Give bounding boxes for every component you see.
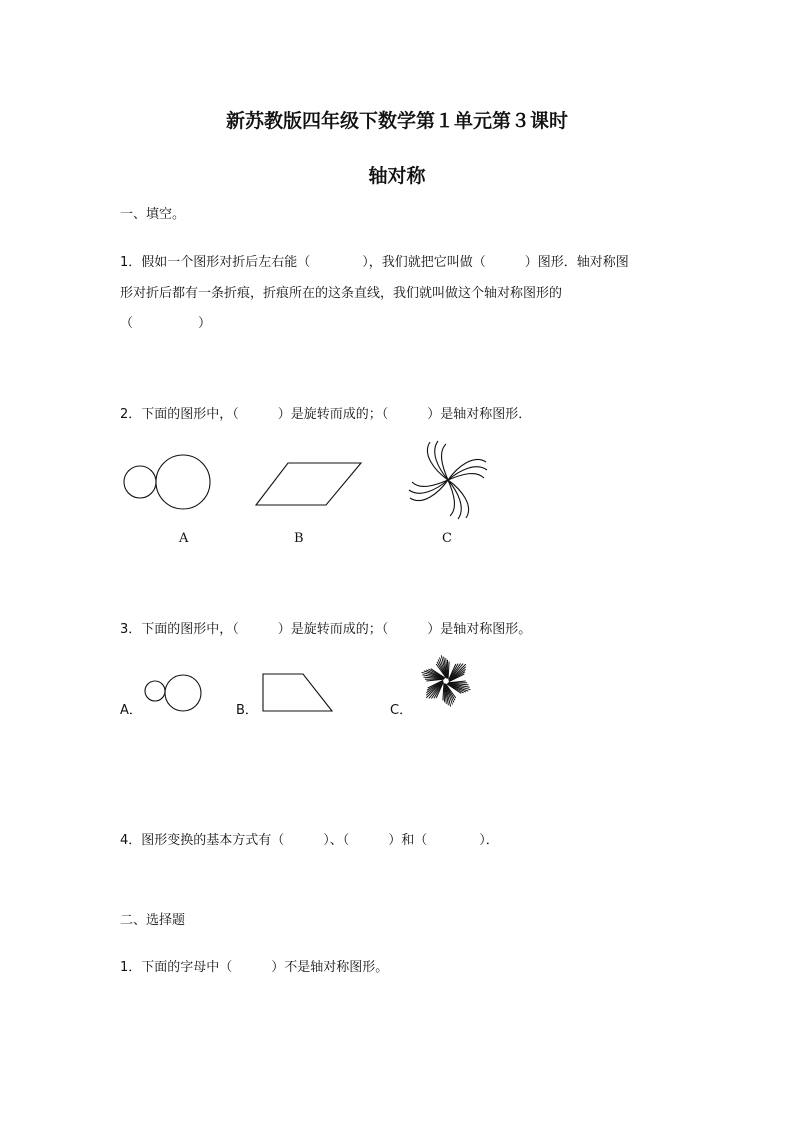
q2-label-c: C [442, 531, 452, 546]
section2-heading: 二、选择题 [120, 913, 186, 928]
q2-label-b: B [294, 531, 304, 546]
q3-label-a: A． [120, 703, 142, 718]
q1-line2: 形对折后都有一条折痕，折痕所在的这条直线，我们就叫做这个轴对称图形的 [120, 286, 563, 301]
q3-figure-b [258, 670, 338, 716]
q3-figure-a [142, 672, 208, 716]
section1-heading: 一、填空。 [120, 207, 186, 222]
q2-label-a: A [179, 531, 189, 546]
q3-label-b: B． [236, 703, 258, 718]
document-title: 新苏教版四年级下数学第１单元第３课时 [225, 110, 568, 132]
q2-figure-a [118, 452, 218, 512]
q1-line3: （ ） [120, 316, 212, 331]
q2-figure-b [250, 458, 370, 512]
s2-q1-text: 1．下面的字母中（ ）不是轴对称图形。 [120, 960, 389, 975]
q4-text: 4．图形变换的基本方式有（ ）、（ ）和（ ）． [120, 833, 499, 848]
q3-label-c: C． [390, 703, 413, 718]
q2-figure-c [404, 440, 496, 520]
document-subtitle: 轴对称 [368, 165, 426, 187]
q1-line1: 1．假如一个图形对折后左右能（ ），我们就把它叫做（ ）图形．轴对称图 [120, 255, 629, 270]
q2-text: 2．下面的图形中，（ ）是旋转而成的；（ ）是轴对称图形． [120, 407, 532, 422]
q3-text: 3．下面的图形中，（ ）是旋转而成的；（ ）是轴对称图形。 [120, 622, 532, 637]
q3-figure-c [414, 652, 478, 710]
